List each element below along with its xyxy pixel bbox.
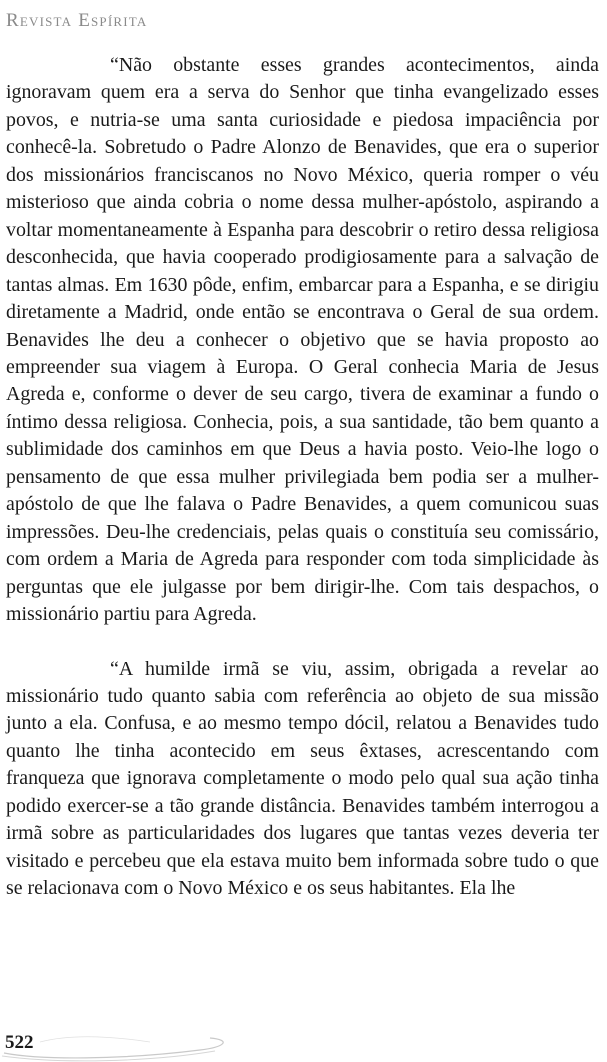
paragraph-1: “Não obstante esses grandes acontecimentos, ainda ignoravam quem era a serva do Senhor que tinha evangelizado esses povos, e nutria-se uma santa curiosidade e piedosa impaciência por conhecê-la. Sobretudo o Padre Alonzo de Benavides, que era o superior dos missionários franciscanos no Novo México, queria romper o véu misterioso que ainda cobria o nome dessa mulher-apóstolo, aspirando a voltar momentaneamente à Espanha para descobrir o retiro dessa religiosa desconhecida, que havia cooperado prodigiosamente para a salvação de tantas almas. Em 1630 pôde, enfim, embarcar para a Espanha, e se dirigiu diretamente a Madrid, onde então se encontrava o Geral de sua ordem. Benavides lhe deu a conhecer o objetivo que se havia proposto ao empreender sua viagem à Europa. O Geral conhecia Maria de Jesus Agreda e, conforme o dever de seu cargo, tivera de examinar a fundo o íntimo dessa religiosa. Conhecia, pois, a sua santidade, tão bem quanto a sublimidade dos caminhos em que Deus a havia posto. Veio-lhe logo o pensamento de que essa mulher privilegiada bem podia ser a mulher-apóstolo de que lhe falava o Padre Benavides, a quem comunicou suas impressões. Deu-lhe credenciais, pelas quais o constituía seu comissário, com ordem a Maria de Agreda para responder com toda simplicidade às perguntas que ele julgasse por bem dirigir-lhe. Com tais despachos, o missionário partiu para Agreda. — [6, 54, 599, 626]
body-text — [6, 52, 599, 903]
paragraph-2: “A humilde irmã se viu, assim, obrigada a revelar ao missionário tudo quanto sabia com referência ao objeto de sua missão junto a ela. Confusa, e ao mesmo tempo dócil, relatou a Benavides tudo quanto lhe tinha acontecido em seus êxtases, acrescentando com franqueza que ignorava completamente o modo pelo qual sua ação tinha podido exercer-se a tão grande distância. Benavides também interrogou a irmã sobre as particularidades dos lugares que tantas vezes deveria ter visitado e percebeu que ela estava muito bem informada sobre tudo o que se relacionava com o Novo México e os seus habitantes. Ela lhe — [6, 657, 599, 900]
footer-swash-ornament — [0, 1020, 260, 1062]
page-footer — [0, 1020, 260, 1062]
running-header: Revista Espírita — [6, 10, 148, 31]
page-number: 522 — [5, 1032, 34, 1053]
